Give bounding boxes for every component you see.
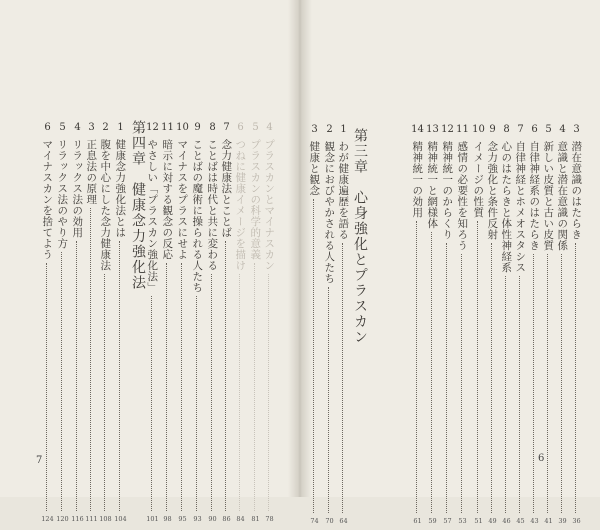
toc-entry bbox=[145, 123, 160, 528]
toc-entry-page: 53 bbox=[458, 517, 467, 525]
toc-entry bbox=[499, 125, 514, 530]
toc-entry-page: 41 bbox=[544, 517, 553, 525]
toc-entry-title: 潜在意識のはたらき bbox=[570, 141, 583, 240]
toc-entry bbox=[513, 125, 528, 530]
toc-entry-title: つねに健康イメージを描け bbox=[234, 139, 247, 271]
toc-entry-page: 70 bbox=[325, 517, 334, 525]
toc-entry-page: 90 bbox=[208, 515, 217, 523]
toc-entry-title: 健康念力強化法とは bbox=[114, 139, 127, 238]
toc-leader-dots bbox=[561, 254, 562, 513]
toc-entry-number: 3 bbox=[88, 122, 95, 133]
toc-entry-number: 11 bbox=[456, 124, 469, 135]
toc-entry-page: 84 bbox=[236, 515, 245, 523]
toc-entry-title: 精神統一と網様体 bbox=[426, 141, 439, 229]
toc-entry-number: 6 bbox=[44, 122, 51, 133]
toc-entry-title: 腹を中心にした念力健康法 bbox=[99, 139, 112, 271]
toc-entry-number: 2 bbox=[102, 122, 109, 133]
toc-entry bbox=[569, 125, 584, 530]
toc-entry bbox=[190, 123, 205, 528]
toc-entry bbox=[175, 123, 190, 528]
toc-leader-dots bbox=[328, 287, 329, 513]
toc-entry-page: 120 bbox=[56, 515, 69, 523]
toc-entry bbox=[322, 125, 337, 530]
toc-entry bbox=[555, 125, 570, 530]
toc-entry-number: 9 bbox=[194, 122, 201, 133]
toc-entry-number: 5 bbox=[59, 122, 66, 133]
toc-entry-page: 36 bbox=[572, 517, 581, 525]
page-number-left: 7 bbox=[36, 455, 43, 466]
toc-entry-title: 自律神経とホメオスタシス bbox=[514, 141, 527, 273]
toc-entry-page: 111 bbox=[85, 515, 98, 523]
toc-entry-number: 12 bbox=[146, 122, 159, 133]
toc-entry bbox=[70, 123, 85, 528]
toc-entry-page: 57 bbox=[443, 517, 452, 525]
toc-entry-number: 6 bbox=[237, 122, 244, 133]
toc-entry bbox=[205, 123, 220, 528]
toc-entry-title: 意識と潜在意識の関係 bbox=[556, 141, 569, 251]
toc-leader-dots bbox=[166, 263, 167, 511]
toc-entry bbox=[113, 123, 128, 528]
toc-leader-dots bbox=[46, 263, 47, 511]
toc-entry-page: 43 bbox=[530, 517, 539, 525]
toc-entry bbox=[248, 123, 263, 528]
toc-entry-title: わが健康遍歴を語る bbox=[337, 141, 350, 240]
toc-leader-dots bbox=[505, 276, 506, 513]
toc-entry-page: 78 bbox=[265, 515, 274, 523]
toc-entry-page: 74 bbox=[310, 517, 319, 525]
toc-entry-page: 124 bbox=[41, 515, 54, 523]
page-number-right: 6 bbox=[538, 453, 545, 464]
toc-entry-number: 2 bbox=[326, 124, 333, 135]
toc-entry-page: 49 bbox=[488, 517, 497, 525]
toc-leader-dots bbox=[342, 243, 343, 513]
toc-entry-number: 12 bbox=[441, 124, 454, 135]
toc-entry-title: イメージの性質 bbox=[472, 141, 485, 218]
toc-entry-number: 3 bbox=[311, 124, 318, 135]
toc-entry-page: 116 bbox=[71, 515, 84, 523]
toc-entry-title: 精神統一の効用 bbox=[411, 141, 424, 218]
toc-entry-page: 46 bbox=[502, 517, 511, 525]
toc-entry-title: 感情の必要性を知ろう bbox=[456, 141, 469, 251]
toc-leader-dots bbox=[519, 276, 520, 513]
toc-entry-page: 95 bbox=[178, 515, 187, 523]
toc-entry-title: 観念におびやかされる人たち bbox=[323, 141, 336, 284]
toc-entry bbox=[262, 123, 277, 528]
toc-leader-dots bbox=[446, 243, 447, 513]
toc-leader-dots bbox=[268, 274, 269, 511]
toc-entry-title: 正息法の原理 bbox=[85, 139, 98, 205]
toc-entry bbox=[40, 123, 55, 528]
toc-entry-number: 1 bbox=[117, 122, 124, 133]
toc-entry-title: ことばは時代と共に変わる bbox=[206, 139, 219, 271]
toc-entry-number: 1 bbox=[340, 124, 347, 135]
toc-entry bbox=[233, 123, 248, 528]
toc-entry bbox=[219, 123, 234, 528]
toc-leader-dots bbox=[575, 243, 576, 513]
toc-entry-page: 93 bbox=[193, 515, 202, 523]
toc-entry bbox=[471, 125, 486, 530]
toc-entry-number: 6 bbox=[531, 124, 538, 135]
toc-entry-title: 新しい皮質と古い皮質 bbox=[542, 141, 555, 251]
toc-entry-page: 39 bbox=[558, 517, 567, 525]
toc-entry-page: 101 bbox=[146, 515, 159, 523]
toc-entry bbox=[425, 125, 440, 530]
toc-entry bbox=[541, 125, 556, 530]
toc-entry-page: 81 bbox=[251, 515, 260, 523]
toc-entry-number: 3 bbox=[573, 124, 580, 135]
toc-entry bbox=[84, 123, 99, 528]
toc-entry-page: 61 bbox=[413, 517, 422, 525]
toc-leader-dots bbox=[181, 263, 182, 511]
toc-leader-dots bbox=[196, 296, 197, 511]
toc-leader-dots bbox=[461, 254, 462, 513]
toc-entry bbox=[336, 125, 351, 530]
toc-entry-number: 4 bbox=[266, 122, 273, 133]
toc-entry-title: 健康と観念 bbox=[308, 141, 321, 196]
toc-entry-number: 5 bbox=[252, 122, 259, 133]
toc-entry bbox=[440, 125, 455, 530]
toc-entry-number: 10 bbox=[176, 122, 189, 133]
toc-entry-number: 10 bbox=[472, 124, 485, 135]
toc-leader-dots bbox=[211, 274, 212, 511]
toc-entry-page: 108 bbox=[99, 515, 112, 523]
toc-entry-page: 98 bbox=[163, 515, 172, 523]
toc-entry bbox=[307, 125, 322, 530]
toc-entry bbox=[410, 125, 425, 530]
toc-entry-number: 14 bbox=[411, 124, 424, 135]
toc-entry bbox=[98, 123, 113, 528]
toc-entry bbox=[527, 124, 545, 530]
toc-leader-dots bbox=[239, 274, 240, 511]
chapter-three-heading: 第三章 心身強化とプラスカン bbox=[352, 128, 368, 345]
toc-entry-number: 11 bbox=[161, 122, 174, 133]
toc-entry-title: プラスカンの科学的意義 bbox=[249, 139, 262, 260]
toc-entry bbox=[485, 125, 500, 530]
toc-leader-dots bbox=[547, 254, 548, 513]
toc-entry-title: 心のはたらきと体性神経系 bbox=[500, 141, 513, 273]
toc-entry-title: リラックス法のやり方 bbox=[56, 139, 69, 249]
toc-leader-dots bbox=[61, 252, 62, 511]
toc-leader-dots bbox=[477, 221, 478, 513]
toc-entry bbox=[455, 125, 470, 530]
toc-entry-title: マイナスをプラスにせよ bbox=[176, 139, 189, 260]
toc-entry-title: プラスカンとマイナスカン bbox=[263, 139, 276, 271]
toc-leader-dots bbox=[313, 199, 314, 513]
toc-entry-number: 9 bbox=[489, 124, 496, 135]
toc-entry-page: 45 bbox=[516, 517, 525, 525]
toc-entry-title: 自律神経系のはたらき bbox=[528, 141, 541, 251]
toc-leader-dots bbox=[431, 232, 432, 513]
toc-leader-dots bbox=[76, 241, 77, 511]
toc-entry-title: 念力強化と条件反射 bbox=[486, 141, 499, 240]
toc-entry-number: 7 bbox=[517, 124, 524, 135]
toc-entry-title: ことばの魔術に操られる人たち bbox=[191, 139, 204, 293]
toc-entry-title: やさしい「プラスカン強化法」 bbox=[146, 139, 159, 293]
toc-entry-page: 51 bbox=[474, 517, 483, 525]
toc-entry-number: 4 bbox=[74, 122, 81, 133]
toc-leader-dots bbox=[104, 274, 105, 511]
chapter-four-heading: 第四章 健康念力強化法 bbox=[130, 120, 146, 291]
toc-leader-dots bbox=[533, 254, 534, 513]
toc-entry-number: 13 bbox=[426, 124, 439, 135]
toc-entry-title: 精神統一のからくり bbox=[441, 141, 454, 240]
toc-entry-title: リラックス法の効用 bbox=[71, 139, 84, 238]
toc-entry-page: 86 bbox=[222, 515, 231, 523]
toc-leader-dots bbox=[254, 263, 255, 511]
toc-entry-title: 念力健康法とことば bbox=[220, 139, 233, 238]
toc-entry-title: マイナスカンを捨てよう bbox=[41, 139, 54, 260]
toc-entry-page: 104 bbox=[114, 515, 127, 523]
toc-leader-dots bbox=[151, 296, 152, 511]
toc-entry bbox=[55, 123, 70, 528]
toc-entry-number: 8 bbox=[209, 122, 216, 133]
toc-entry-number: 8 bbox=[503, 124, 510, 135]
toc-leader-dots bbox=[491, 243, 492, 513]
toc-entry bbox=[160, 123, 175, 528]
toc-entry-page: 64 bbox=[339, 517, 348, 525]
toc-entry-number: 4 bbox=[559, 124, 566, 135]
toc-entry-number: 5 bbox=[545, 124, 552, 135]
toc-entry-page: 59 bbox=[428, 517, 437, 525]
toc-leader-dots bbox=[90, 208, 91, 511]
toc-entry-number: 7 bbox=[223, 122, 230, 133]
toc-leader-dots bbox=[416, 221, 417, 513]
toc-entry-title: 暗示に対する観念の反応 bbox=[161, 139, 174, 260]
toc-leader-dots bbox=[225, 241, 226, 511]
toc-leader-dots bbox=[119, 241, 120, 511]
